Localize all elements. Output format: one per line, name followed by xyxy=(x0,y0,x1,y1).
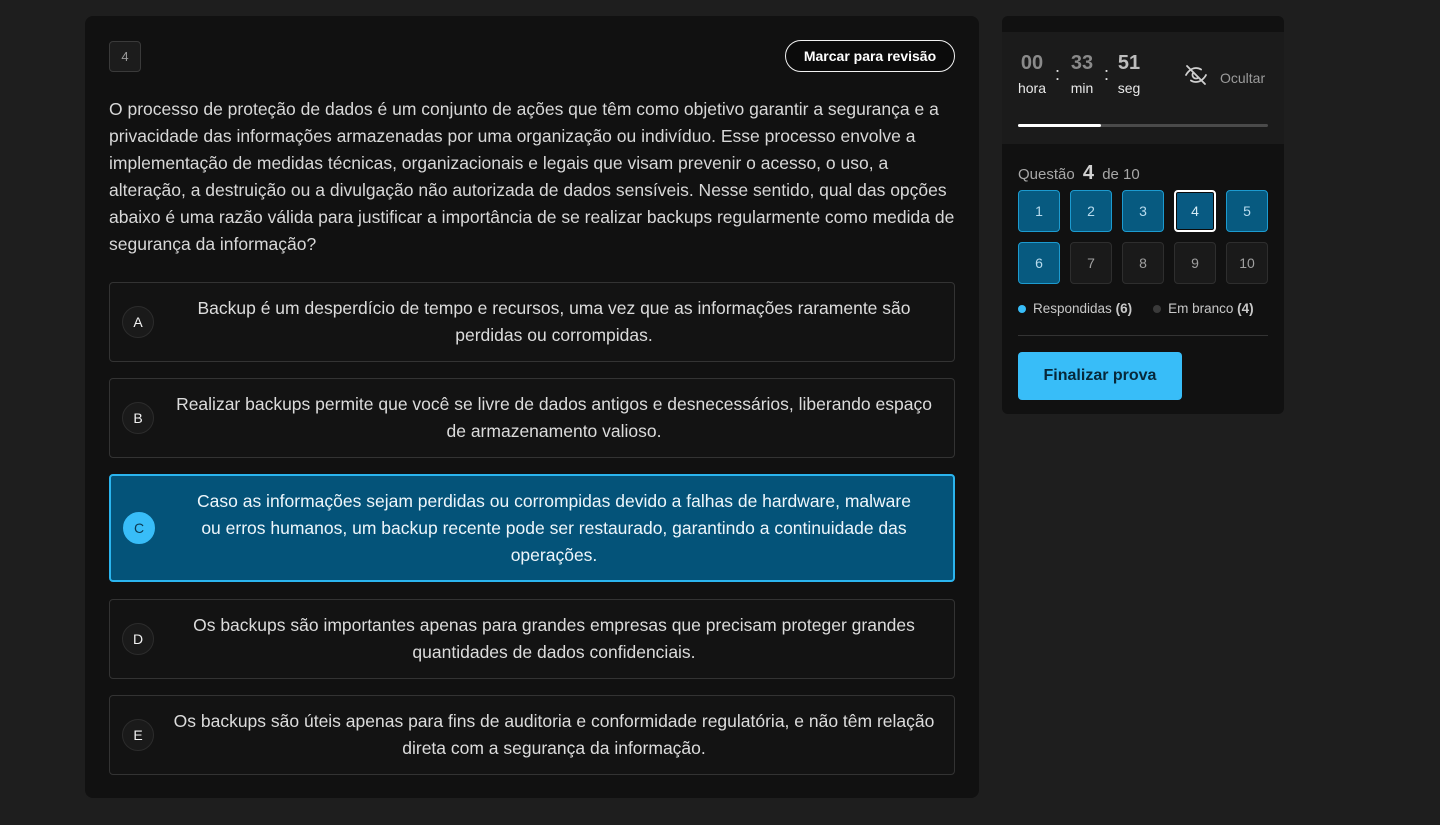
option-text: Backup é um desperdício de tempo e recursos, uma vez que as informações raramente são perdidas ou corrompidas. xyxy=(197,298,911,345)
timer-panel xyxy=(1002,32,1284,144)
answered-dot-icon xyxy=(1018,305,1026,313)
option-letter: C xyxy=(123,512,155,544)
timer-hours-value: 00 xyxy=(1020,52,1044,74)
timer-hours-label: hora xyxy=(1017,80,1047,96)
option-letter: B xyxy=(122,402,154,434)
timer-seconds-value: 51 xyxy=(1117,52,1141,74)
question-card xyxy=(85,16,979,798)
hide-timer-label: Ocultar xyxy=(1220,69,1266,86)
option-a[interactable] xyxy=(109,282,955,362)
timer-separator: : xyxy=(1055,64,1061,84)
counter-current: 4 xyxy=(1082,162,1095,184)
hide-timer-toggle[interactable] xyxy=(1184,63,1265,92)
question-text: O processo de proteção de dados é um conjunto de ações que têm como objetivo garantir a segurança e a privacidade das informações armazenadas por uma organização ou indivíduo. Esse processo envolve a implementação de medidas técnicas, organizacionais e legais que visam prevenir o acesso, o uso, a alteração, a destruição ou a divulgação não autorizada de dados sensíveis. Nesse sentido, qual das opções abaixo é uma razão válida para justificar a importância de se realizar backups regularmente como medida de segurança da informação? xyxy=(109,99,955,254)
question-nav-button-8[interactable]: 8 xyxy=(1122,242,1164,284)
option-c[interactable] xyxy=(109,474,955,582)
divider xyxy=(1018,335,1268,336)
question-nav-button-6[interactable]: 6 xyxy=(1018,242,1060,284)
timer-minutes xyxy=(1065,52,1099,96)
timer-separator: : xyxy=(1104,64,1110,84)
timer-seconds xyxy=(1114,52,1144,96)
question-nav-button-3[interactable]: 3 xyxy=(1122,190,1164,232)
option-letter: D xyxy=(122,623,154,655)
exam-sidebar xyxy=(1002,16,1284,414)
option-letter: E xyxy=(122,719,154,751)
legend-answered-label: Respondidas xyxy=(1033,301,1112,316)
option-d[interactable] xyxy=(109,599,955,679)
legend-blank-count: (4) xyxy=(1237,301,1254,316)
option-text: Caso as informações sejam perdidas ou corrompidas devido a falhas de hardware, malware ou erros humanos, um backup recente pode ser restaurado, garantindo a continuidade das operações. xyxy=(197,490,911,565)
option-text: Os backups são úteis apenas para fins de auditoria e conformidade regulatória, e não têm relação direta com a segurança da informação. xyxy=(173,711,935,758)
question-nav-button-1[interactable]: 1 xyxy=(1018,190,1060,232)
timer-progress-fill xyxy=(1018,124,1101,127)
question-nav-button-5[interactable]: 5 xyxy=(1226,190,1268,232)
counter-connector: de xyxy=(1102,166,1119,183)
option-b[interactable] xyxy=(109,378,955,458)
timer-progress-bar xyxy=(1018,124,1268,127)
option-text: Os backups são importantes apenas para grandes empresas que precisam proteger grandes quantidades de dados confidenciais. xyxy=(193,615,915,662)
blank-dot-icon xyxy=(1153,305,1161,313)
timer-seconds-label: seg xyxy=(1117,80,1141,96)
counter-total: 10 xyxy=(1123,166,1140,183)
status-legend xyxy=(1018,301,1254,316)
finish-exam-button[interactable]: Finalizar prova xyxy=(1018,352,1182,400)
legend-blank-label: Em branco xyxy=(1168,301,1234,316)
option-text: Realizar backups permite que você se livre de dados antigos e desnecessários, liberando espaço de armazenamento valioso. xyxy=(176,394,932,441)
legend-answered-count: (6) xyxy=(1115,301,1133,316)
question-nav-button-2[interactable]: 2 xyxy=(1070,190,1112,232)
question-nav-button-9[interactable]: 9 xyxy=(1174,242,1216,284)
timer-hours xyxy=(1016,52,1048,96)
timer-minutes-value: 33 xyxy=(1070,52,1094,74)
option-e[interactable] xyxy=(109,695,955,775)
question-nav-button-10[interactable]: 10 xyxy=(1226,242,1268,284)
counter-prefix: Questão xyxy=(1018,166,1075,183)
eye-off-icon xyxy=(1184,63,1208,92)
question-nav-button-7[interactable]: 7 xyxy=(1070,242,1112,284)
question-counter xyxy=(1018,162,1140,185)
timer-minutes-label: min xyxy=(1070,80,1094,96)
question-number: 4 xyxy=(109,41,141,72)
question-nav-button-4[interactable]: 4 xyxy=(1174,190,1216,232)
mark-for-review-button[interactable]: Marcar para revisão xyxy=(785,40,955,72)
option-letter: A xyxy=(122,306,154,338)
